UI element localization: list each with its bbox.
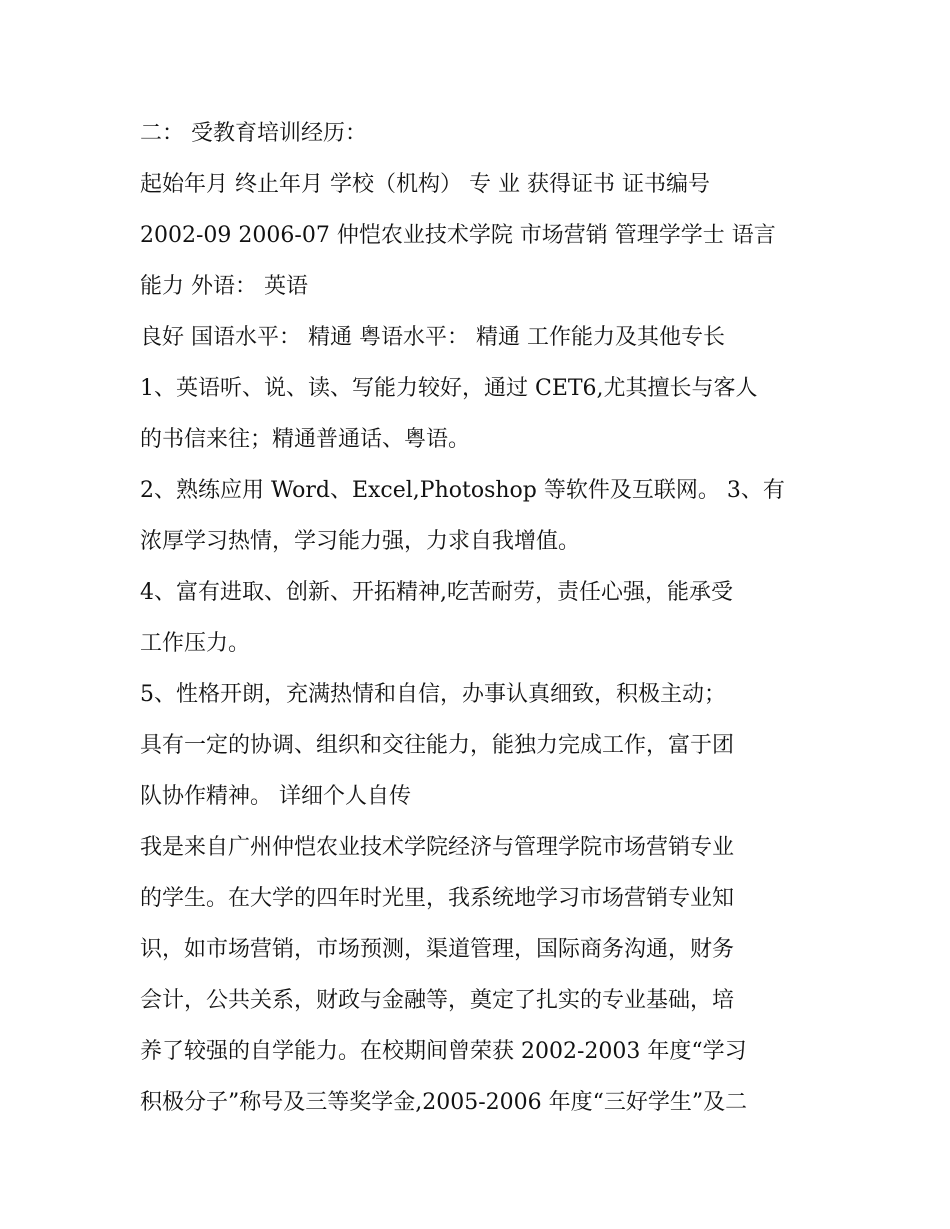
text-line: 良好 国语水平： 精通 粤语水平： 精通 工作能力及其他专长 xyxy=(140,325,725,350)
text-line: 1、英语听、说、读、写能力较好，通过 CET6,尤其擅长与客人 xyxy=(140,376,758,401)
text-line: 积极分子”称号及三等奖学金,2005-2006 年度“三好学生”及二 xyxy=(140,1090,748,1115)
text-line: 2、熟练应用 Word、Excel,Photoshop 等软件及互联网。 3、有 xyxy=(140,478,785,503)
text-line: 的书信来往；精通普通话、粤语。 xyxy=(140,427,471,452)
text-line: 工作压力。 xyxy=(140,631,251,656)
text-line: 队协作精神。 详细个人自传 xyxy=(140,784,411,809)
section-heading-education: 二： 受教育培训经历： xyxy=(140,121,367,146)
text-line: 具有一定的协调、组织和交往能力，能独力完成工作，富于团 xyxy=(140,733,735,758)
text-line: 5、性格开朗，充满热情和自信，办事认真细致，积极主动； xyxy=(140,682,726,707)
text-line: 2002-09 2006-07 仲恺农业技术学院 市场营销 管理学学士 语言 xyxy=(140,223,776,248)
text-line: 会计，公共关系，财政与金融等，奠定了扎实的专业基础，培 xyxy=(140,988,735,1013)
education-table-header: 起始年月 终止年月 学校（机构） 专 业 获得证书 证书编号 xyxy=(140,172,710,197)
text-line: 识，如市场营销，市场预测，渠道管理，国际商务沟通，财务 xyxy=(140,937,735,962)
text-line: 的学生。在大学的四年时光里，我系统地学习市场营销专业知 xyxy=(140,886,735,911)
text-line: 能力 外语： 英语 xyxy=(140,274,308,299)
text-line: 浓厚学习热情，学习能力强，力求自我增值。 xyxy=(140,529,581,554)
text-line: 我是来自广州仲恺农业技术学院经济与管理学院市场营销专业 xyxy=(140,835,735,860)
text-line: 4、富有进取、创新、开拓精神,吃苦耐劳，责任心强，能承受 xyxy=(140,580,733,605)
text-line: 养了较强的自学能力。在校期间曾荣获 2002-2003 年度“学习 xyxy=(140,1039,747,1064)
document-body xyxy=(140,108,820,1128)
